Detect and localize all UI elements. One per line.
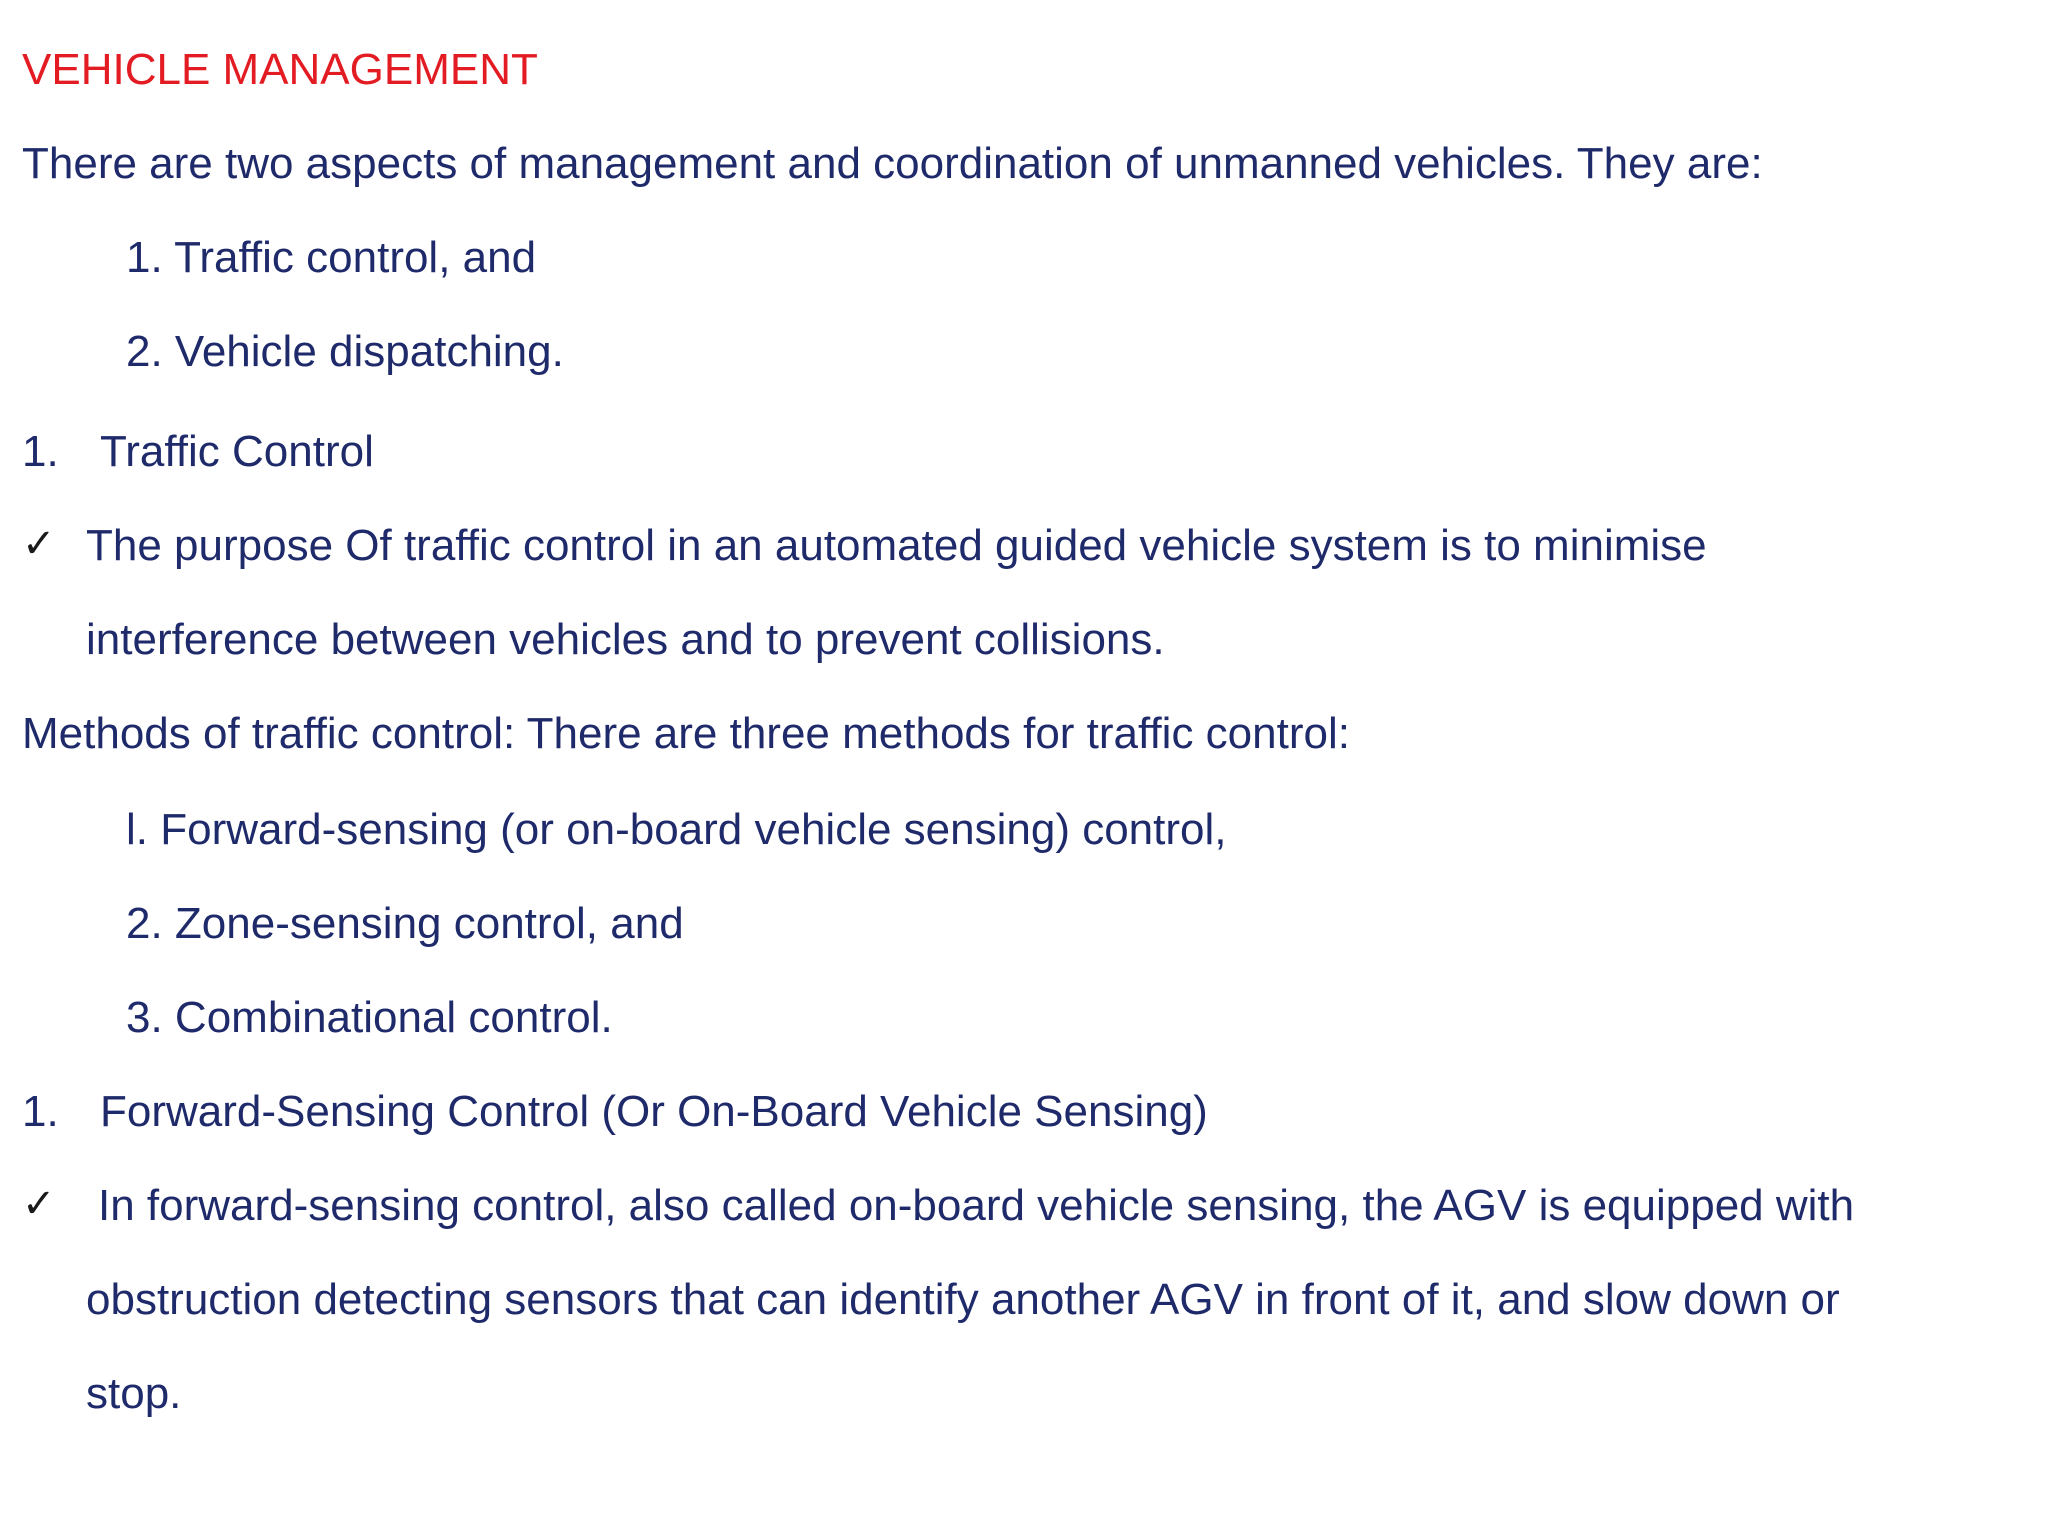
intro-text: There are two aspects of management and coordination of unmanned vehicles. They are:	[22, 139, 1763, 188]
methods-intro: Methods of traffic control: There are three methods for traffic control:	[22, 709, 1350, 758]
method-item-2: 2. Zone-sensing control, and	[126, 899, 684, 948]
section2-bullet-line-1: In forward-sensing control, also called on-board vehicle sensing, the AGV is equipped with	[98, 1181, 1855, 1230]
section2-number: 1.	[22, 1087, 59, 1136]
section1-heading: Traffic Control	[100, 427, 374, 476]
section2-bullet-line-3: stop.	[86, 1369, 182, 1418]
section2-heading: Forward-Sensing Control (Or On-Board Vehicle Sensing)	[100, 1087, 1208, 1136]
section1-heading-row	[22, 424, 374, 480]
section2-bullet-line-2: obstruction detecting sensors that can identify another AGV in front of it, and slow down or	[86, 1275, 1840, 1324]
section1-bullet-line-1: The purpose Of traffic control in an automated guided vehicle system is to minimise	[86, 521, 1707, 570]
checkmark-icon: ✓	[22, 1182, 56, 1226]
method-item-3: 3. Combinational control.	[126, 993, 613, 1042]
section2-heading-row	[22, 1084, 1208, 1140]
section1-bullet-line-2: interference between vehicles and to prevent collisions.	[86, 615, 1165, 664]
checkmark-icon: ✓	[22, 522, 56, 566]
aspect-item-1: 1. Traffic control, and	[126, 233, 537, 282]
section1-number: 1.	[22, 427, 59, 476]
slide-title: VEHICLE MANAGEMENT	[22, 45, 538, 94]
method-item-1: l. Forward-sensing (or on-board vehicle sensing) control,	[126, 805, 1227, 854]
aspect-item-2: 2. Vehicle dispatching.	[126, 327, 564, 376]
